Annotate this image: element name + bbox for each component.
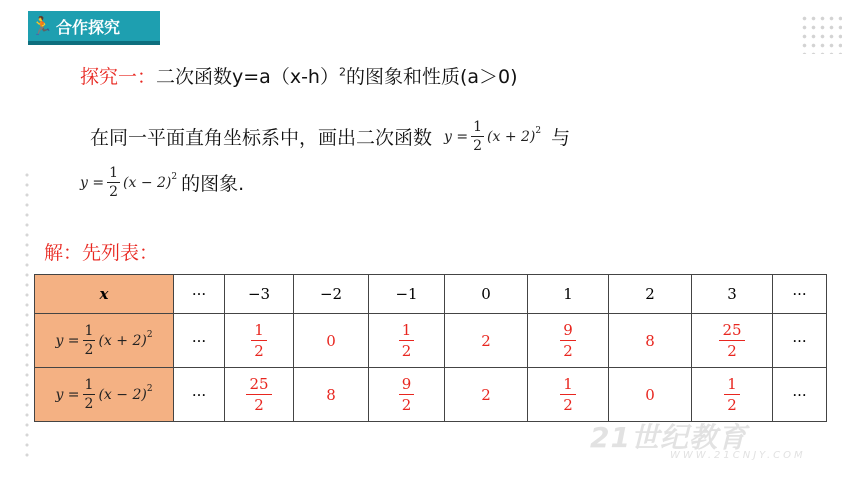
badge-shadow [28,41,160,45]
dot-pattern [800,14,842,54]
formula-1-body: (x + 2) [487,128,536,145]
table-cell [369,368,445,422]
table-cell [369,314,445,368]
fraction-numerator: 1 [251,320,267,341]
formula-1-numerator: 1 [473,119,483,135]
table-cell [692,368,773,422]
fraction-value [560,374,576,415]
table-cell: −1 [369,275,445,314]
fraction-denominator: 2 [563,396,573,414]
fraction-numerator: 1 [724,374,740,395]
problem-line-1 [90,118,570,155]
row-1-denominator: 2 [84,342,94,358]
table-cell: −3 [225,275,294,314]
row-2-exponent: 2 [146,383,153,394]
fraction-numerator: 25 [719,320,744,341]
watermark-small: WWW.21CNJY.COM [670,450,806,461]
table-cell [225,368,294,422]
table-cell [692,314,773,368]
fraction-numerator: 9 [560,320,576,341]
problem-line-2 [80,164,244,201]
formula-1 [444,118,541,155]
fraction-numerator: 1 [399,320,415,341]
formula-2-fraction [107,164,120,201]
table-cell: −2 [294,275,369,314]
table-cell: 8 [294,368,369,422]
problem-and: 与 [551,127,571,149]
fraction-value [560,320,576,361]
table-cell: ··· [174,275,225,314]
watermark [590,416,806,461]
row-2-numerator: 1 [84,377,94,393]
formula-1-label [55,322,152,359]
section-badge [28,11,160,41]
table-cell [528,368,609,422]
formula-1-exponent: 2 [535,125,542,136]
problem-text: 在同一平面直角坐标系中，画出二次函数 [90,127,433,149]
fraction-denominator: 2 [563,342,573,360]
table-cell: 0 [609,368,692,422]
badge-label: 合作探究 [56,17,121,37]
row-2-fraction [83,376,96,413]
table-cell: ··· [773,314,827,368]
table-cell: 0 [445,275,528,314]
fraction-numerator: 9 [399,374,415,395]
table-row-1 [35,314,827,368]
table-cell: ··· [174,314,225,368]
x-label-cell: x [35,275,174,314]
table-cell: 8 [609,314,692,368]
row-2-denominator: 2 [84,396,94,412]
fraction-value [246,374,271,415]
formula-1-lhs: y = [444,128,469,145]
fraction-denominator: 2 [254,396,264,414]
fraction-denominator: 2 [727,342,737,360]
formula-2-numerator: 1 [109,165,119,181]
vertical-dot-line [24,170,30,460]
table-cell: 2 [445,314,528,368]
row-2-label [35,368,174,422]
formula-2-denominator: 2 [109,184,119,200]
title-text: 二次函数y=a（x-h） [156,66,339,88]
row-2-lhs: y = [55,386,80,403]
table-cell [528,314,609,368]
problem-end: 的图象. [181,173,245,195]
fraction-value [399,320,415,361]
table-cell: 0 [294,314,369,368]
value-table [34,274,827,422]
formula-2-body: (x − 2) [123,174,172,191]
fraction-numerator: 25 [246,374,271,395]
fraction-denominator: 2 [254,342,264,360]
table-cell: ··· [174,368,225,422]
fraction-denominator: 2 [727,396,737,414]
table-cell: ··· [773,275,827,314]
formula-2-exponent: 2 [171,171,178,182]
row-1-body: (x + 2) [98,332,147,349]
fraction-value [251,320,267,361]
table-cell: 2 [609,275,692,314]
table-cell: 2 [445,368,528,422]
formula-1-fraction [471,118,484,155]
fraction-denominator: 2 [401,396,412,414]
table-cell [225,314,294,368]
formula-2-lhs: y = [80,174,105,191]
title-sup: 2 [338,65,346,79]
fraction-value [724,374,740,415]
row-1-lhs: y = [55,332,80,349]
table-cell: 1 [528,275,609,314]
formula-2-label [55,376,152,413]
formula-1-denominator: 2 [473,138,483,154]
fraction-denominator: 2 [401,342,412,360]
row-2-body: (x − 2) [98,386,147,403]
row-1-numerator: 1 [84,323,94,339]
watermark-big: 21世纪教育 [590,421,747,454]
fraction-numerator: 1 [560,374,576,395]
runner-icon: 🏃 [30,15,54,37]
formula-2 [80,164,177,201]
table-cell: 3 [692,275,773,314]
title-suffix: 的图象和性质(a＞0) [345,66,518,88]
row-1-fraction [83,322,96,359]
row-1-label [35,314,174,368]
table-row-2 [35,368,827,422]
section-title [80,62,518,89]
table-cell: ··· [773,368,827,422]
row-1-exponent: 2 [146,329,153,340]
title-prefix: 探究一： [80,66,157,88]
table-header-row [35,275,827,314]
fraction-value [399,374,415,415]
fraction-value [719,320,744,361]
solution-label: 解：先列表： [44,242,159,264]
